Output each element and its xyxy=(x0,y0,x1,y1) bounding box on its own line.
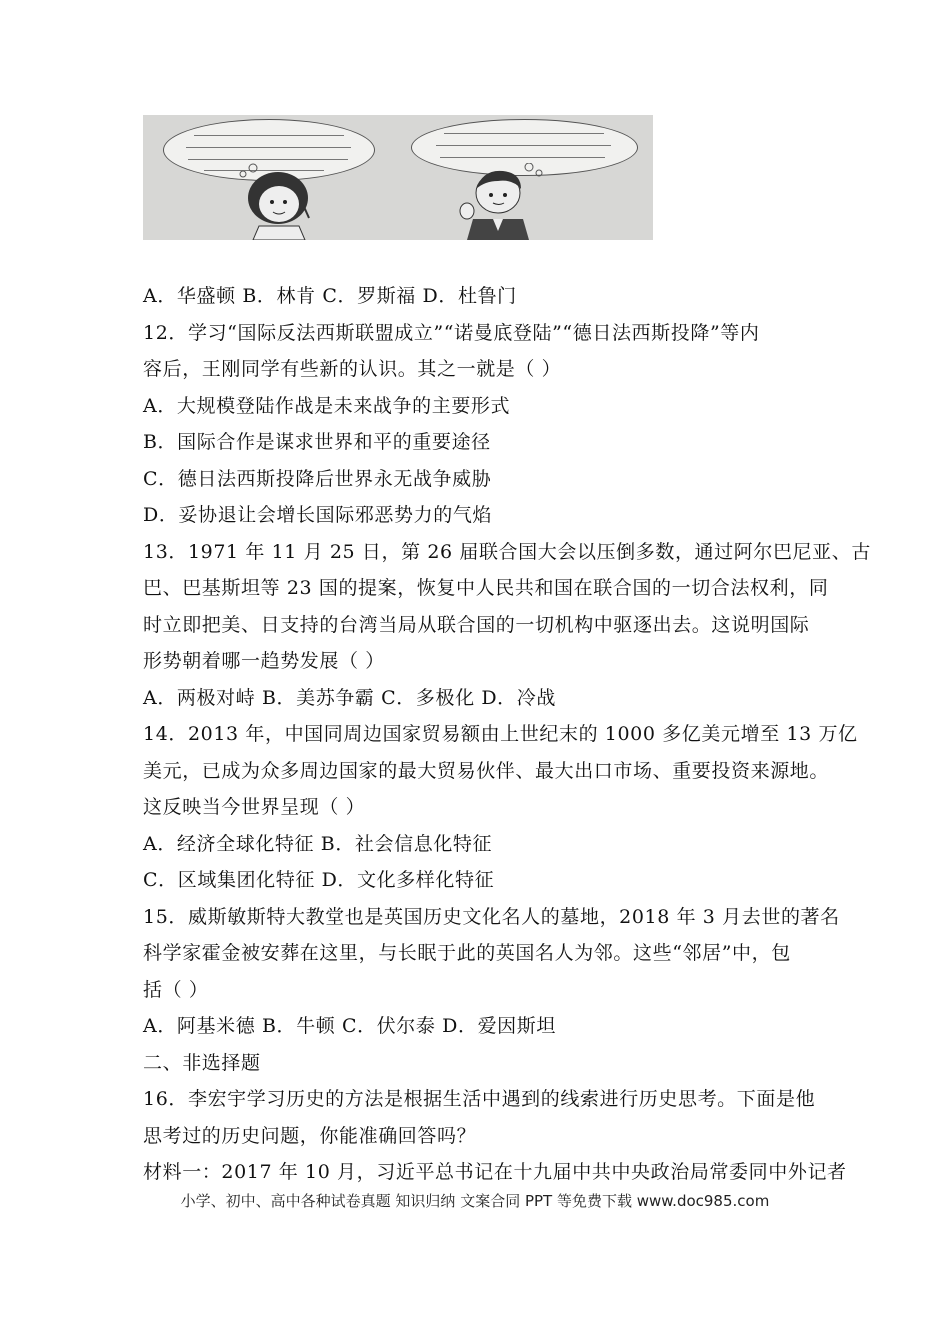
question-text xyxy=(143,278,871,1191)
text-line: 思考过的历史问题，你能准确回答吗？ xyxy=(143,1124,477,1147)
text-line: 14．2013 年，中国同周边国家贸易额由上世纪末的 1000 多亿美元增至 13 万亿 xyxy=(143,723,858,745)
text-line: A．华盛顿 B．林肯 C．罗斯福 D．杜鲁门 xyxy=(143,285,517,307)
text-line: A．两极对峙 B．美苏争霸 C．多极化 D．冷战 xyxy=(143,686,556,709)
text-line: 括（ ） xyxy=(143,978,209,1001)
girl-cartoon-icon xyxy=(223,160,333,240)
text-line: A．经济全球化特征 B．社会信息化特征 xyxy=(143,832,493,855)
cartoon-figure xyxy=(143,115,653,240)
text-line: C．区域集团化特征 D．文化多样化特征 xyxy=(143,869,495,891)
text-line: D．妥协退让会增长国际邪恶势力的气焰 xyxy=(143,504,493,526)
section-heading: 二、非选择题 xyxy=(143,1051,261,1074)
text-line: 15．威斯敏斯特大教堂也是英国历史文化名人的墓地，2018 年 3 月去世的著名 xyxy=(143,905,840,928)
text-line: 13．1971 年 11 月 25 日，第 26 届联合国大会以压倒多数，通过阿尔巴尼亚、古 xyxy=(143,540,871,563)
text-line: 12．学习“国际反法西斯联盟成立”“诺曼底登陆”“德日法西斯投降”等内 xyxy=(143,321,760,344)
text-line: 16．李宏宇学习历史的方法是根据生活中遇到的线索进行历史思考。下面是他 xyxy=(143,1088,816,1110)
text-line: 这反映当今世界呈现（ ） xyxy=(143,796,366,818)
text-line: A．大规模登陆作战是未来战争的主要形式 xyxy=(143,394,511,417)
text-line: 形势朝着哪一趋势发展（ ） xyxy=(143,650,385,672)
text-line: B．国际合作是谋求世界和平的重要途径 xyxy=(143,431,491,453)
text-line: 巴、巴基斯坦等 23 国的提案，恢复中人民共和国在联合国的一切合法权利，同 xyxy=(143,577,829,599)
text-line: 美元，已成为众多周边国家的最大贸易伙伴、最大出口市场、重要投资来源地。 xyxy=(143,759,830,782)
boy-cartoon-icon xyxy=(443,163,553,240)
text-line: 容后，王刚同学有些新的认识。其之一就是（ ） xyxy=(143,358,562,380)
text-line: 科学家霍金被安葬在这里，与长眠于此的英国名人为邻。这些“邻居”中，包 xyxy=(143,942,791,964)
text-line: C．德日法西斯投降后世界永无战争威胁 xyxy=(143,467,492,490)
text-line: A．阿基米德 B．牛顿 C．伏尔泰 D．爱因斯坦 xyxy=(143,1015,556,1037)
page-footer: 小学、初中、高中各种试卷真题 知识归纳 文案合同 PPT 等免费下载 www.doc985.com xyxy=(180,1192,770,1210)
text-line: 材料一：2017 年 10 月，习近平总书记在十九届中共中央政治局常委同中外记者 xyxy=(143,1161,847,1183)
text-line: 时立即把美、日支持的台湾当局从联合国的一切机构中驱逐出去。这说明国际 xyxy=(143,613,810,636)
